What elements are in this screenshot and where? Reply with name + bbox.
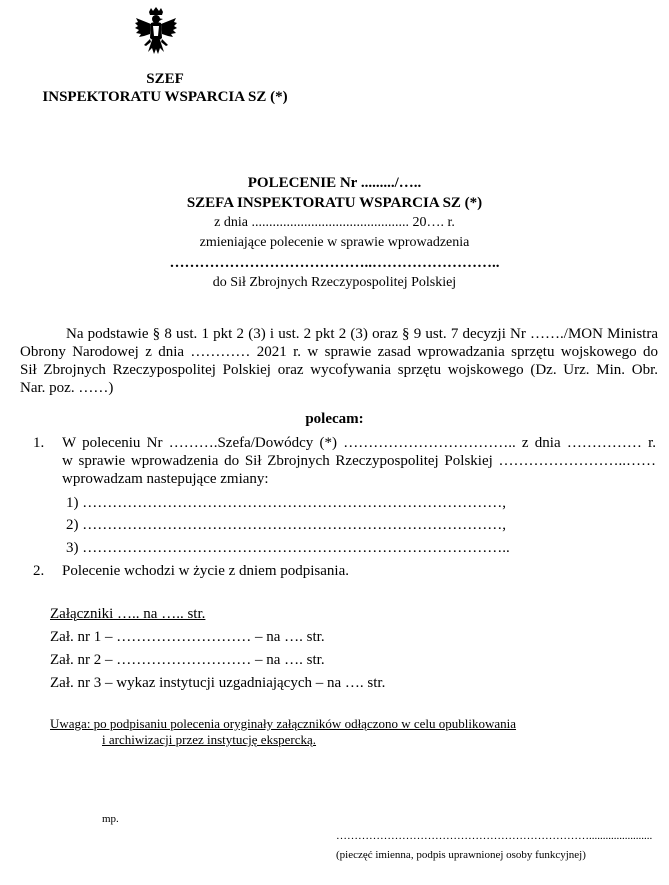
list-subitem-2: 2) …………………………………………………………………………, bbox=[66, 517, 506, 533]
list-item-1-line-1: W poleceniu Nr ……….Szefa/Dowódcy (*) …………………………….. z dnia …………… r. bbox=[62, 435, 656, 451]
note-line-2: i archiwizacji przez instytucję ekspercką. bbox=[102, 732, 317, 747]
list-subitem-1: 1) …………………………………………………………………………, bbox=[66, 495, 506, 511]
polecam-heading: polecam: bbox=[305, 411, 364, 427]
title-issuer: SZEFA INSPEKTORATU WSPARCIA SZ (*) bbox=[186, 195, 483, 211]
list-item-1-line-3: wprowadzam nastepujące zmiany: bbox=[62, 471, 269, 487]
issuer-line-1: SZEF bbox=[146, 71, 184, 87]
stamp-place-label: mp. bbox=[102, 813, 119, 825]
attachments-title: Załączniki ….. na ….. str. bbox=[50, 606, 206, 622]
list-item-1-number: 1. bbox=[33, 435, 45, 451]
list-item-2-text: Polecenie wchodzi w życie z dniem podpisania. bbox=[62, 563, 349, 579]
list-subitem-3: 3) ………………………………………………………………………….. bbox=[66, 540, 510, 556]
title-order-number: POLECENIE Nr ........./….. bbox=[247, 175, 422, 191]
list-item-1-line-2: w sprawie wprowadzenia do Sił Zbrojnych Rzeczypospolitej Polskiej ……………………..…… bbox=[62, 453, 656, 469]
note-line-1: Uwaga: po podpisaniu polecenia oryginały załączników odłączono w celu opublikowania bbox=[50, 716, 517, 731]
attachment-2: Zał. nr 2 – ……………………… – na …. str. bbox=[50, 652, 325, 668]
title-subject: zmieniające polecenie w sprawie wprowadzenia bbox=[199, 235, 470, 250]
title-scope: do Sił Zbrojnych Rzeczypospolitej Polskiej bbox=[212, 275, 457, 290]
signature-caption: (pieczęć imienna, podpis uprawnionej osoby funkcyjnej) bbox=[336, 849, 586, 861]
intro-paragraph bbox=[20, 325, 658, 397]
intro-line-4: Nar. poz. ……) bbox=[20, 380, 114, 396]
document-title-block bbox=[0, 174, 669, 294]
issuer-header bbox=[20, 70, 310, 106]
signature-dots: ……………………………………………………………....................... bbox=[336, 830, 653, 842]
title-date: z dnia ............................................. 20…. r. bbox=[214, 215, 455, 230]
attachment-3: Zał. nr 3 – wykaz instytucji uzgadniających – na …. str. bbox=[50, 675, 386, 691]
title-dots: …………………………………..…………………….. bbox=[169, 255, 500, 271]
issuer-line-2: INSPEKTORATU WSPARCIA SZ (*) bbox=[42, 89, 288, 105]
polish-eagle-emblem-icon bbox=[134, 6, 178, 60]
list-item-2-number: 2. bbox=[33, 563, 45, 579]
intro-line-2: Obrony Narodowej z dnia ………… 2021 r. w sprawie zasad wprowadzania sprzętu wojskowego do bbox=[20, 344, 658, 360]
attachment-1: Zał. nr 1 – ……………………… – na …. str. bbox=[50, 629, 325, 645]
intro-line-3: Sił Zbrojnych Rzeczypospolitej Polskiej oraz wycofywania sprzętu wojskowego (Dz. Urz. Min. Obr. bbox=[20, 362, 658, 378]
intro-line-1: Na podstawie § 8 ust. 1 pkt 2 (3) i ust. 2 pkt 2 (3) oraz § 9 ust. 7 decyzji Nr ……./MON Ministra bbox=[66, 326, 658, 342]
